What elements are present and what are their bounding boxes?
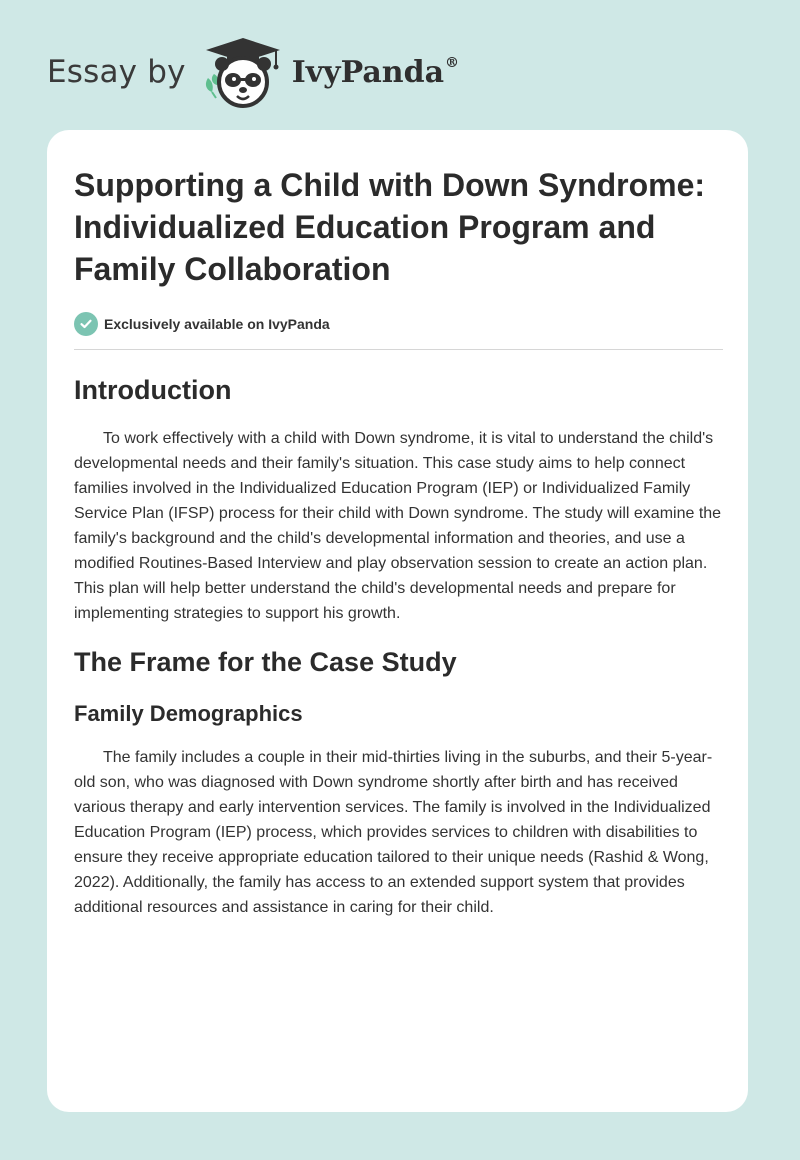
introduction-heading: Introduction	[74, 375, 232, 405]
panda-logo-icon[interactable]	[200, 34, 286, 110]
exclusive-badge	[74, 312, 722, 336]
introduction-paragraph: To work effectively with a child with Down syndrome, it is vital to understand the child's developmental needs and their family's situation. This case study aims to help connect families involved in the Individualized Education Program (IEP) or Individualized Family Service Plan (IFSP) process for their child with Down syndrome. The study will examine the family's background and the child's developmental information and theories, and use a modified Routines-Based Interview and play observation session to create an action plan. This plan will help better understand the child's developmental needs and prepare for implementing strategies to support his growth.	[74, 430, 722, 622]
title-divider	[74, 349, 723, 350]
essay-card	[47, 130, 748, 1112]
check-circle-icon	[74, 312, 98, 336]
site-header	[47, 34, 547, 110]
essay-title: Supporting a Child with Down Syndrome: Individualized Education Program and Family Collaboration	[74, 167, 706, 287]
family-demographics-paragraph: The family includes a couple in their mid-thirties living in the suburbs, and their 5-year-old son, who was diagnosed with Down syndrome shortly after birth and has received various therapy and early intervention services. The family is involved in the Individualized Education Program (IEP) process, which provides services to children with disabilities to ensure they receive appropriate education tailored to their unique needs (Rashid & Wong, 2022). Additionally, the family has access to an extended support system that provides additional resources and assistance in caring for their child.	[74, 749, 713, 916]
essay-by-label: Essay by	[47, 54, 186, 90]
brand-name[interactable]	[292, 55, 459, 90]
exclusive-badge-text: Exclusively available on IvyPanda	[104, 316, 330, 332]
registered-mark: ®	[445, 54, 460, 71]
brand-text: IvyPanda	[291, 54, 445, 90]
frame-heading: The Frame for the Case Study	[74, 647, 457, 677]
family-demographics-heading: Family Demographics	[74, 701, 303, 726]
